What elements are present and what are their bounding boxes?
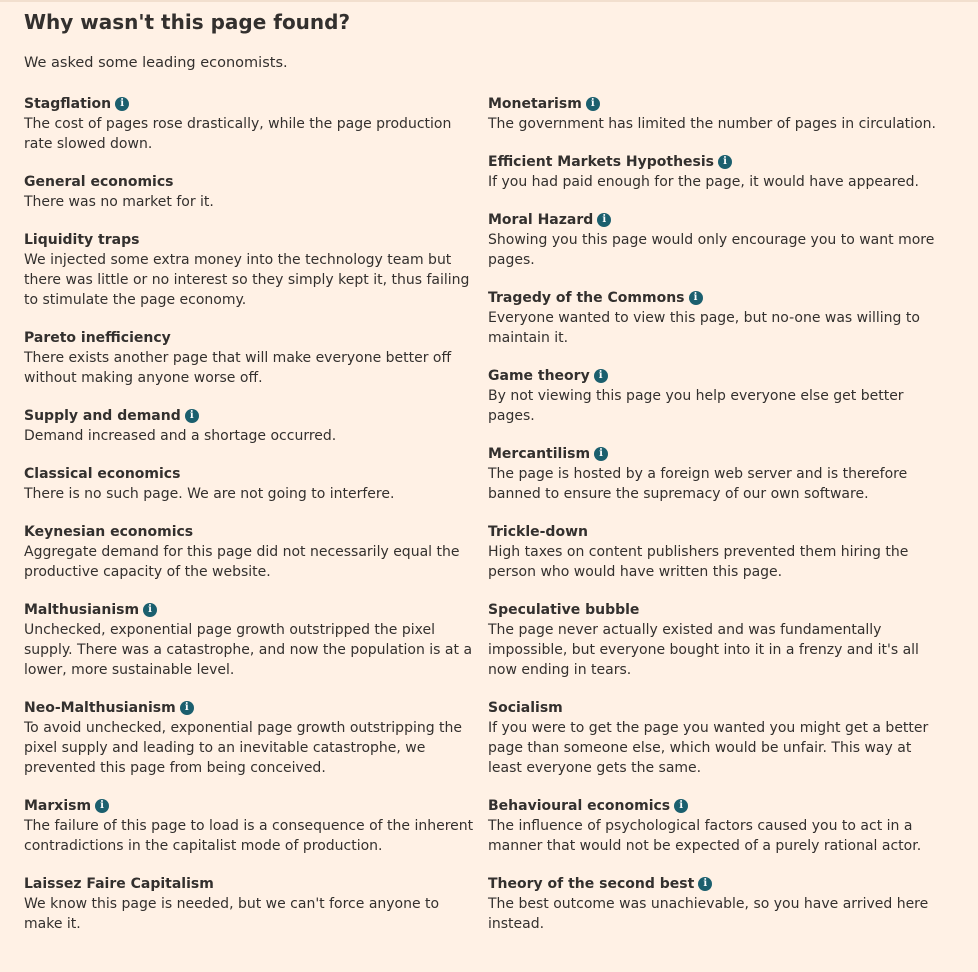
entry: [24, 522, 488, 582]
entry: [24, 796, 488, 856]
entry: [488, 522, 952, 582]
entry-term: [24, 328, 488, 348]
info-icon[interactable]: i: [180, 701, 194, 715]
entry-definition: The best outcome was unachievable, so you have arrived here instead.: [488, 896, 929, 932]
entry-term: [24, 874, 488, 894]
term-label: Behavioural economics: [488, 798, 671, 814]
entry-definition: The page never actually existed and was fundamentally impossible, but everyone bought into it in a frenzy and it's all now ending in tears.: [488, 622, 919, 678]
term-label: Neo-Malthusianism: [24, 700, 176, 716]
entry: [24, 172, 488, 212]
entry-term: [488, 444, 952, 464]
entry: [24, 94, 488, 154]
info-icon[interactable]: i: [95, 799, 109, 813]
entry: [24, 698, 488, 778]
entry-definition: Unchecked, exponential page growth outstripped the pixel supply. There was a catastrophe, and now the population is at a lower, more sustainable level.: [24, 622, 473, 678]
entry: [24, 328, 488, 388]
entry-term: [488, 94, 952, 114]
entry-term: [488, 152, 952, 172]
term-label: General economics: [24, 174, 174, 190]
entry-definition: High taxes on content publishers prevented them hiring the person who would have written this page.: [488, 544, 909, 580]
entry-definition: There exists another page that will make everyone better off without making anyone worse off.: [24, 350, 452, 386]
term-label: Tragedy of the Commons: [488, 290, 685, 306]
info-icon[interactable]: i: [185, 409, 199, 423]
entry-term: [488, 522, 952, 542]
info-icon[interactable]: i: [586, 97, 600, 111]
entry-definition: Everyone wanted to view this page, but no-one was willing to maintain it.: [488, 310, 920, 346]
term-label: Liquidity traps: [24, 232, 140, 248]
term-label: Pareto inefficiency: [24, 330, 171, 346]
entry-term: [488, 210, 952, 230]
entry-term: [488, 366, 952, 386]
entry: [488, 152, 952, 192]
entry-term: [24, 94, 488, 114]
entry-term: [488, 698, 952, 718]
entry: [24, 230, 488, 310]
entry: [488, 874, 952, 934]
info-icon[interactable]: i: [143, 603, 157, 617]
info-icon[interactable]: i: [115, 97, 129, 111]
term-label: Moral Hazard: [488, 212, 594, 228]
entry-term: [488, 600, 952, 620]
entry: [24, 464, 488, 504]
entry: [488, 94, 952, 134]
entry: [488, 366, 952, 426]
term-label: Monetarism: [488, 96, 582, 112]
left-column: [24, 94, 488, 952]
entry-term: [24, 406, 488, 426]
term-label: Trickle-down: [488, 524, 588, 540]
entry-definition: By not viewing this page you help everyone else get better pages.: [488, 388, 904, 424]
info-icon[interactable]: i: [698, 877, 712, 891]
entry: [488, 288, 952, 348]
entry-definition: We know this page is needed, but we can't force anyone to make it.: [24, 896, 440, 932]
term-label: Theory of the second best: [488, 876, 695, 892]
term-label: Game theory: [488, 368, 590, 384]
entry-definition: The influence of psychological factors caused you to act in a manner that would not be expected of a purely rational actor.: [488, 818, 922, 854]
entry-term: [24, 600, 488, 620]
term-label: Marxism: [24, 798, 92, 814]
entry: [24, 874, 488, 934]
entry-term: [24, 522, 488, 542]
page: [0, 2, 978, 972]
term-label: Efficient Markets Hypothesis: [488, 154, 715, 170]
entry-term: [488, 874, 952, 894]
entry-definition: If you were to get the page you wanted you might get a better page than someone else, which would be unfair. This way at least everyone gets the same.: [488, 720, 929, 776]
entry-term: [24, 230, 488, 250]
intro-text: We asked some leading economists.: [24, 55, 288, 71]
page-title: Why wasn't this page found?: [24, 10, 351, 34]
term-label: Supply and demand: [24, 408, 181, 424]
entry-definition: Aggregate demand for this page did not necessarily equal the productive capacity of the website.: [24, 544, 460, 580]
info-icon[interactable]: i: [594, 369, 608, 383]
right-column: [488, 94, 952, 952]
entry-definition: Demand increased and a shortage occurred.: [24, 428, 337, 444]
entry-term: [488, 796, 952, 816]
term-label: Classical economics: [24, 466, 181, 482]
entry-definition: The cost of pages rose drastically, while the page production rate slowed down.: [24, 116, 452, 152]
entry: [488, 796, 952, 856]
term-label: Socialism: [488, 700, 563, 716]
entry-term: [24, 698, 488, 718]
entry-definition: Showing you this page would only encourage you to want more pages.: [488, 232, 935, 268]
term-label: Mercantilism: [488, 446, 591, 462]
entry-term: [24, 172, 488, 192]
info-icon[interactable]: i: [718, 155, 732, 169]
term-label: Speculative bubble: [488, 602, 640, 618]
info-icon[interactable]: i: [597, 213, 611, 227]
entry: [24, 406, 488, 446]
entry-term: [24, 464, 488, 484]
entry-definition: There was no market for it.: [24, 194, 214, 210]
entry: [488, 600, 952, 680]
entry-definition: The page is hosted by a foreign web server and is therefore banned to ensure the supremacy of our own software.: [488, 466, 908, 502]
entry: [24, 600, 488, 680]
term-label: Laissez Faire Capitalism: [24, 876, 214, 892]
entry: [488, 444, 952, 504]
entry-definition: The failure of this page to load is a consequence of the inherent contradictions in the capitalist mode of production.: [24, 818, 474, 854]
entry: [488, 698, 952, 778]
entry-term: [488, 288, 952, 308]
entry-definition: The government has limited the number of pages in circulation.: [488, 116, 936, 132]
term-label: Stagflation: [24, 96, 112, 112]
info-icon[interactable]: i: [674, 799, 688, 813]
info-icon[interactable]: i: [689, 291, 703, 305]
entry-definition: If you had paid enough for the page, it would have appeared.: [488, 174, 919, 190]
entry-definition: There is no such page. We are not going to interfere.: [24, 486, 395, 502]
entry-term: [24, 796, 488, 816]
entry-definition: To avoid unchecked, exponential page growth outstripping the pixel supply and leading to an inevitable catastrophe, we prevented this page from being conceived.: [24, 720, 463, 776]
info-icon[interactable]: i: [594, 447, 608, 461]
economics-list: [24, 94, 954, 952]
entry-definition: We injected some extra money into the technology team but there was little or no interest so they simply kept it, thus failing to stimulate the page economy.: [24, 252, 470, 308]
term-label: Keynesian economics: [24, 524, 194, 540]
entry: [488, 210, 952, 270]
term-label: Malthusianism: [24, 602, 140, 618]
